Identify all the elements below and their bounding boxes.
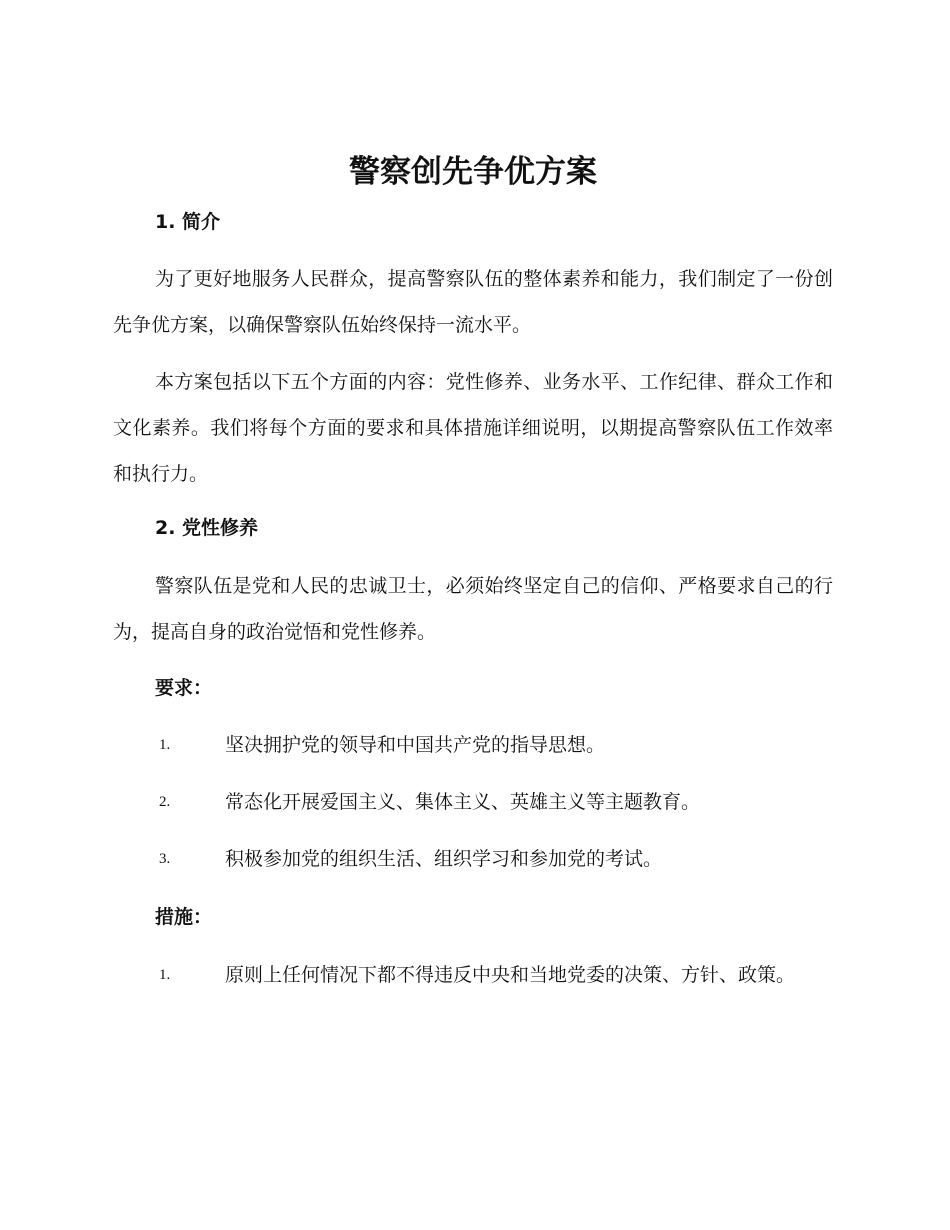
document-title: 警察创先争优方案 (349, 154, 597, 190)
section-heading-intro: 1. 简介 (155, 211, 221, 233)
list-number: 3. (159, 851, 171, 867)
paragraph: 警察队伍是党和人民的忠诚卫士，必须始终坚定自己的信仰、严格要求自己的行为，提高自身的政治觉悟和党性修养。 (113, 575, 833, 643)
list-number: 1. (159, 737, 171, 753)
list-item-text: 积极参加党的组织生活、组织学习和参加党的考试。 (225, 848, 663, 870)
list-number: 2. (159, 794, 171, 810)
list-item (113, 836, 833, 882)
list-item-text: 坚决拥护党的领导和中国共产党的指导思想。 (225, 734, 606, 756)
requirements-heading: 要求： (155, 677, 213, 699)
list-item-text: 常态化开展爱国主义、集体主义、英雄主义等主题教育。 (225, 791, 701, 813)
section-heading-party-cultivation: 2. 党性修养 (155, 517, 259, 539)
list-number: 1. (159, 967, 171, 983)
list-item-text: 原则上任何情况下都不得违反中央和当地党委的决策、方针、政策。 (225, 964, 796, 986)
list-item (113, 952, 833, 998)
list-item (113, 722, 833, 768)
paragraph: 为了更好地服务人民群众，提高警察队伍的整体素养和能力，我们制定了一份创先争优方案，以确保警察队伍始终保持一流水平。 (113, 268, 833, 336)
list-item (113, 779, 833, 825)
measures-heading: 措施： (155, 906, 213, 928)
paragraph: 本方案包括以下五个方面的内容：党性修养、业务水平、工作纪律、群众工作和文化素养。我们将每个方面的要求和具体措施详细说明，以期提高警察队伍工作效率和执行力。 (113, 371, 833, 485)
